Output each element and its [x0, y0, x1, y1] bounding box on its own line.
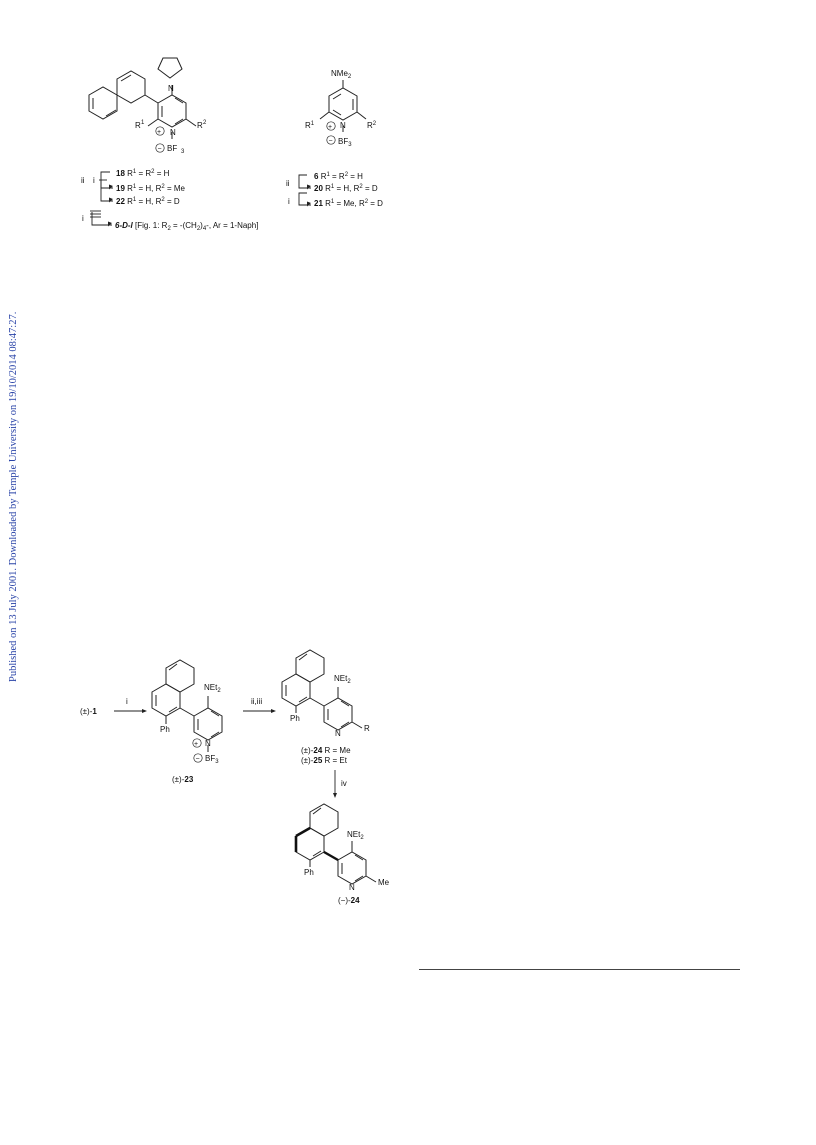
footnote-divider	[419, 969, 740, 970]
pyridinium-n-label: N	[170, 128, 176, 137]
reagent-ii-iii-label: ii,iii	[251, 697, 263, 706]
r2-label: R	[197, 121, 203, 130]
structure-pyridinium-naphthyl	[89, 58, 196, 139]
reagent-ii-label: ii	[81, 176, 85, 185]
bf3-subscript: 3	[181, 149, 185, 155]
ph-label: Ph	[304, 868, 314, 877]
r1-label: R	[135, 121, 141, 130]
compound-6: 6 $R^1 = R^2 = H$	[314, 172, 363, 181]
reagent-i-label: i	[126, 697, 128, 706]
plus-sign: +	[157, 129, 162, 136]
reagent-i-label: i	[288, 197, 290, 206]
r-label: R	[364, 724, 370, 733]
start-compound-1: (±)-1	[80, 707, 97, 716]
compound-6-d-l: 6-D-l [Fig. 1: $R_2 = -(CH_2)_4-$, Ar = 1-Naph]	[115, 221, 259, 232]
pyrrolidine-n-label: N	[168, 84, 174, 93]
minus-sign: −	[328, 138, 333, 145]
compound-20: 20 $R^1 = H$, $R^2 = D$	[314, 184, 378, 193]
compound-21: 21 $R^1 = Me$, $R^2 = D$	[314, 199, 383, 208]
ph-label: Ph	[160, 725, 170, 734]
pyridine-n-label: N	[349, 883, 355, 892]
compound-25-label: (±)-25 R = Et	[301, 756, 347, 765]
dmap-n-label: N	[340, 121, 346, 130]
minus-sign: −	[157, 146, 162, 153]
r2-label: $R^2$	[367, 121, 377, 130]
bf3-label: BF	[167, 144, 178, 153]
r2-superscript: 2	[203, 120, 207, 126]
reagent-ii-label: ii	[286, 179, 290, 188]
structure-compound-23	[152, 660, 222, 752]
me-label: Me	[378, 878, 390, 887]
r1-superscript: 1	[141, 120, 145, 126]
compound-22: 22 $R^1 = H$, $R^2 = D$	[116, 197, 180, 206]
r1-label: $R^1$	[305, 121, 315, 130]
minus-sign: −	[195, 756, 200, 763]
download-notice: Published on 13 July 2001. Downloaded by Temple University on 19/10/2014 08:47:27.	[8, 311, 19, 682]
net2-label: NEt$_2$	[204, 683, 221, 694]
compound-24-label: (±)-24 R = Me	[301, 746, 351, 755]
compound-18: 18 $R^1 = R^2 = H$	[116, 169, 170, 178]
reaction-tree-right	[299, 175, 311, 207]
pyridine-n-label: N	[335, 729, 341, 738]
pyridinium-n-label: N	[205, 739, 211, 748]
compound-minus-24-label: (−)-24	[338, 896, 360, 905]
arrowhead-icon	[333, 793, 337, 798]
compound-19: 19 $R^1 = H$, $R^2 = Me$	[116, 184, 185, 193]
arrowhead-icon	[271, 709, 276, 713]
ph-label: Ph	[290, 714, 300, 723]
nme2-label: NMe$_2$	[331, 69, 352, 80]
compound-23-label: (±)-23	[172, 775, 194, 784]
net2-label: NEt$_2$	[347, 830, 364, 841]
net2-label: NEt$_2$	[334, 674, 351, 685]
reagent-i-label: i	[93, 176, 95, 185]
bf3-label: $BF_3$	[338, 137, 352, 148]
plus-sign: +	[328, 124, 333, 131]
arrowhead-icon	[142, 709, 147, 713]
bf3-label: $BF_3$	[205, 754, 219, 765]
reagent-i-label-2: i	[82, 214, 84, 223]
reagent-iv-label: iv	[341, 779, 347, 788]
plus-sign: +	[194, 741, 199, 748]
